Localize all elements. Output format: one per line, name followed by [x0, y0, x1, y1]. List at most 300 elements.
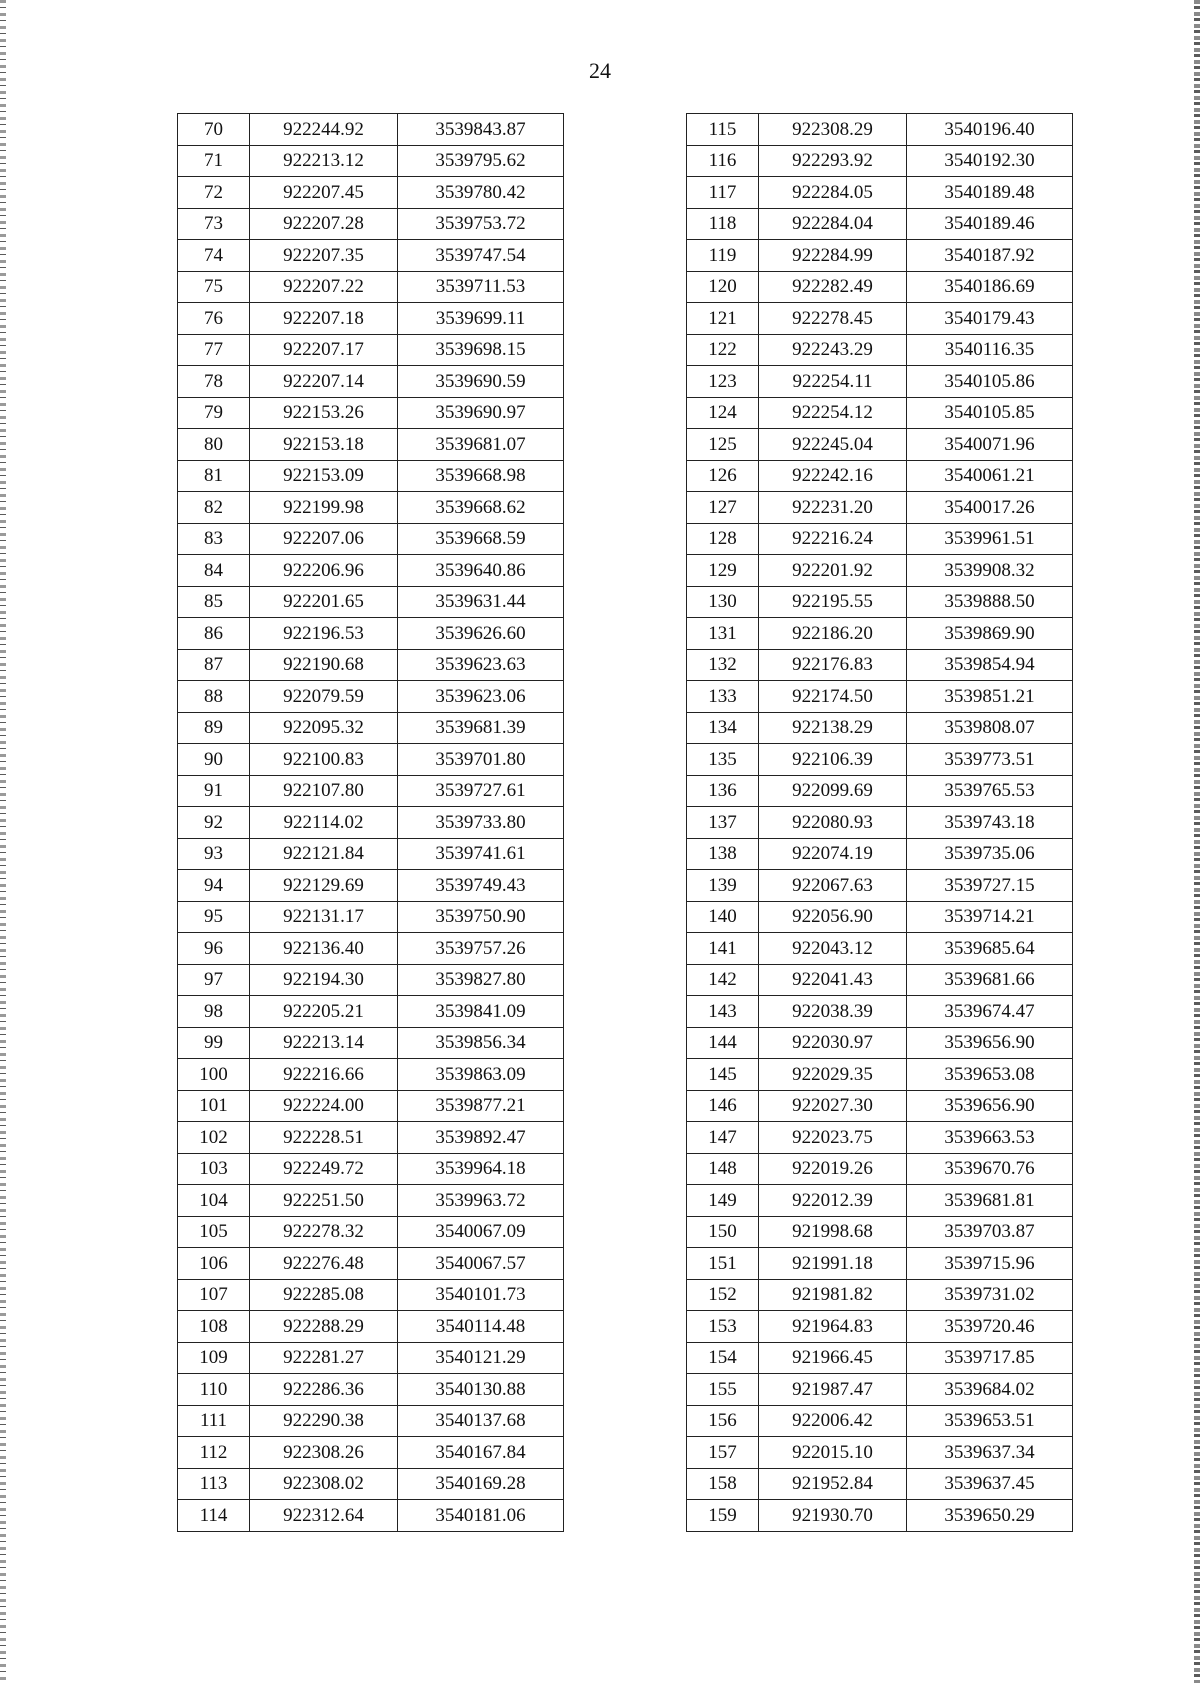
- y-coordinate-cell: 3539653.51: [907, 1405, 1073, 1437]
- x-coordinate-cell: 922231.20: [759, 492, 907, 524]
- table-row: [687, 492, 1073, 524]
- y-coordinate-cell: 3539727.61: [398, 775, 564, 807]
- y-coordinate-cell: 3540071.96: [907, 429, 1073, 461]
- point-number-cell: 123: [687, 366, 759, 398]
- x-coordinate-cell: 922285.08: [250, 1279, 398, 1311]
- y-coordinate-cell: 3539877.21: [398, 1090, 564, 1122]
- table-row: [687, 1374, 1073, 1406]
- x-coordinate-cell: 922276.48: [250, 1248, 398, 1280]
- x-coordinate-cell: 922131.17: [250, 901, 398, 933]
- x-coordinate-cell: 922129.69: [250, 870, 398, 902]
- y-coordinate-cell: 3540101.73: [398, 1279, 564, 1311]
- table-row: [178, 1027, 564, 1059]
- y-coordinate-cell: 3539685.64: [907, 933, 1073, 965]
- y-coordinate-cell: 3540169.28: [398, 1468, 564, 1500]
- point-number-cell: 84: [178, 555, 250, 587]
- y-coordinate-cell: 3539637.34: [907, 1437, 1073, 1469]
- x-coordinate-cell: 922312.64: [250, 1500, 398, 1532]
- y-coordinate-cell: 3540192.30: [907, 145, 1073, 177]
- point-number-cell: 80: [178, 429, 250, 461]
- point-number-cell: 139: [687, 870, 759, 902]
- table-row: [178, 460, 564, 492]
- x-coordinate-cell: 922196.53: [250, 618, 398, 650]
- y-coordinate-cell: 3539640.86: [398, 555, 564, 587]
- y-coordinate-cell: 3539741.61: [398, 838, 564, 870]
- y-coordinate-cell: 3540114.48: [398, 1311, 564, 1343]
- y-coordinate-cell: 3539681.07: [398, 429, 564, 461]
- table-row: [687, 114, 1073, 146]
- y-coordinate-cell: 3539851.21: [907, 681, 1073, 713]
- table-row: [687, 1405, 1073, 1437]
- table-row: [178, 807, 564, 839]
- y-coordinate-cell: 3539690.97: [398, 397, 564, 429]
- table-row: [178, 1090, 564, 1122]
- x-coordinate-cell: 922079.59: [250, 681, 398, 713]
- point-number-cell: 79: [178, 397, 250, 429]
- table-row: [178, 1216, 564, 1248]
- x-coordinate-cell: 922244.92: [250, 114, 398, 146]
- x-coordinate-cell: 922293.92: [759, 145, 907, 177]
- y-coordinate-cell: 3539668.98: [398, 460, 564, 492]
- point-number-cell: 76: [178, 303, 250, 335]
- table-row: [687, 775, 1073, 807]
- table-row: [178, 114, 564, 146]
- x-coordinate-cell: 922206.96: [250, 555, 398, 587]
- y-coordinate-cell: 3539961.51: [907, 523, 1073, 555]
- table-row: [687, 681, 1073, 713]
- point-number-cell: 121: [687, 303, 759, 335]
- point-number-cell: 81: [178, 460, 250, 492]
- y-coordinate-cell: 3539715.96: [907, 1248, 1073, 1280]
- table-row: [687, 1090, 1073, 1122]
- point-number-cell: 113: [178, 1468, 250, 1500]
- y-coordinate-cell: 3539717.85: [907, 1342, 1073, 1374]
- table-row: [687, 838, 1073, 870]
- point-number-cell: 157: [687, 1437, 759, 1469]
- y-coordinate-cell: 3540167.84: [398, 1437, 564, 1469]
- x-coordinate-cell: 922012.39: [759, 1185, 907, 1217]
- table-row: [687, 1216, 1073, 1248]
- y-coordinate-cell: 3539808.07: [907, 712, 1073, 744]
- table-row: [178, 397, 564, 429]
- y-coordinate-cell: 3539653.08: [907, 1059, 1073, 1091]
- point-number-cell: 140: [687, 901, 759, 933]
- point-number-cell: 104: [178, 1185, 250, 1217]
- table-row: [178, 492, 564, 524]
- table-row: [178, 1500, 564, 1532]
- table-row: [178, 775, 564, 807]
- y-coordinate-cell: 3539699.11: [398, 303, 564, 335]
- point-number-cell: 109: [178, 1342, 250, 1374]
- point-number-cell: 101: [178, 1090, 250, 1122]
- point-number-cell: 125: [687, 429, 759, 461]
- y-coordinate-cell: 3539731.02: [907, 1279, 1073, 1311]
- x-coordinate-cell: 922194.30: [250, 964, 398, 996]
- y-coordinate-cell: 3540130.88: [398, 1374, 564, 1406]
- x-coordinate-cell: 922251.50: [250, 1185, 398, 1217]
- x-coordinate-cell: 922243.29: [759, 334, 907, 366]
- y-coordinate-cell: 3540196.40: [907, 114, 1073, 146]
- point-number-cell: 143: [687, 996, 759, 1028]
- x-coordinate-cell: 922201.92: [759, 555, 907, 587]
- table-row: [687, 964, 1073, 996]
- table-row: [687, 1153, 1073, 1185]
- table-row: [687, 933, 1073, 965]
- y-coordinate-cell: 3539711.53: [398, 271, 564, 303]
- x-coordinate-cell: 921964.83: [759, 1311, 907, 1343]
- point-number-cell: 107: [178, 1279, 250, 1311]
- table-row: [687, 586, 1073, 618]
- table-row: [178, 1248, 564, 1280]
- point-number-cell: 77: [178, 334, 250, 366]
- point-number-cell: 141: [687, 933, 759, 965]
- x-coordinate-cell: 922138.29: [759, 712, 907, 744]
- y-coordinate-cell: 3539773.51: [907, 744, 1073, 776]
- scan-edge-left: [0, 0, 6, 1683]
- x-coordinate-cell: 921981.82: [759, 1279, 907, 1311]
- point-number-cell: 85: [178, 586, 250, 618]
- y-coordinate-cell: 3539631.44: [398, 586, 564, 618]
- table-row: [178, 177, 564, 209]
- y-coordinate-cell: 3539753.72: [398, 208, 564, 240]
- table-row: [178, 555, 564, 587]
- y-coordinate-cell: 3540179.43: [907, 303, 1073, 335]
- x-coordinate-cell: 922114.02: [250, 807, 398, 839]
- point-number-cell: 102: [178, 1122, 250, 1154]
- point-number-cell: 83: [178, 523, 250, 555]
- x-coordinate-cell: 922278.45: [759, 303, 907, 335]
- x-coordinate-cell: 922224.00: [250, 1090, 398, 1122]
- y-coordinate-cell: 3539681.39: [398, 712, 564, 744]
- x-coordinate-cell: 922286.36: [250, 1374, 398, 1406]
- table-row: [178, 681, 564, 713]
- point-number-cell: 116: [687, 145, 759, 177]
- x-coordinate-cell: 922056.90: [759, 901, 907, 933]
- point-number-cell: 71: [178, 145, 250, 177]
- x-coordinate-cell: 922281.27: [250, 1342, 398, 1374]
- point-number-cell: 151: [687, 1248, 759, 1280]
- table-row: [687, 1437, 1073, 1469]
- y-coordinate-cell: 3540067.09: [398, 1216, 564, 1248]
- table-row: [687, 397, 1073, 429]
- x-coordinate-cell: 922207.22: [250, 271, 398, 303]
- point-number-cell: 98: [178, 996, 250, 1028]
- y-coordinate-cell: 3540187.92: [907, 240, 1073, 272]
- point-number-cell: 144: [687, 1027, 759, 1059]
- x-coordinate-cell: 922242.16: [759, 460, 907, 492]
- x-coordinate-cell: 922190.68: [250, 649, 398, 681]
- x-coordinate-cell: 922099.69: [759, 775, 907, 807]
- point-number-cell: 91: [178, 775, 250, 807]
- x-coordinate-cell: 922308.26: [250, 1437, 398, 1469]
- table-row: [687, 145, 1073, 177]
- point-number-cell: 74: [178, 240, 250, 272]
- point-number-cell: 92: [178, 807, 250, 839]
- table-row: [178, 1405, 564, 1437]
- x-coordinate-cell: 922308.02: [250, 1468, 398, 1500]
- y-coordinate-cell: 3539888.50: [907, 586, 1073, 618]
- x-coordinate-cell: 922038.39: [759, 996, 907, 1028]
- scan-edge-right: [1194, 0, 1200, 1683]
- x-coordinate-cell: 922216.66: [250, 1059, 398, 1091]
- y-coordinate-cell: 3539843.87: [398, 114, 564, 146]
- table-row: [687, 1122, 1073, 1154]
- table-row: [687, 555, 1073, 587]
- table-row: [687, 240, 1073, 272]
- x-coordinate-cell: 922284.05: [759, 177, 907, 209]
- y-coordinate-cell: 3539703.87: [907, 1216, 1073, 1248]
- point-number-cell: 158: [687, 1468, 759, 1500]
- x-coordinate-cell: 922207.06: [250, 523, 398, 555]
- x-coordinate-cell: 922249.72: [250, 1153, 398, 1185]
- table-row: [178, 586, 564, 618]
- y-coordinate-cell: 3539892.47: [398, 1122, 564, 1154]
- point-number-cell: 133: [687, 681, 759, 713]
- x-coordinate-cell: 922080.93: [759, 807, 907, 839]
- y-coordinate-cell: 3539684.02: [907, 1374, 1073, 1406]
- point-number-cell: 128: [687, 523, 759, 555]
- table-row: [687, 649, 1073, 681]
- x-coordinate-cell: 922100.83: [250, 744, 398, 776]
- table-row: [178, 838, 564, 870]
- x-coordinate-cell: 921966.45: [759, 1342, 907, 1374]
- point-number-cell: 89: [178, 712, 250, 744]
- x-coordinate-cell: 922095.32: [250, 712, 398, 744]
- y-coordinate-cell: 3540181.06: [398, 1500, 564, 1532]
- x-coordinate-cell: 922254.12: [759, 397, 907, 429]
- point-number-cell: 106: [178, 1248, 250, 1280]
- point-number-cell: 97: [178, 964, 250, 996]
- x-coordinate-cell: 922006.42: [759, 1405, 907, 1437]
- y-coordinate-cell: 3539863.09: [398, 1059, 564, 1091]
- x-coordinate-cell: 922207.18: [250, 303, 398, 335]
- point-number-cell: 112: [178, 1437, 250, 1469]
- y-coordinate-cell: 3540189.48: [907, 177, 1073, 209]
- point-number-cell: 126: [687, 460, 759, 492]
- point-number-cell: 159: [687, 1500, 759, 1532]
- table-row: [687, 870, 1073, 902]
- table-row: [687, 177, 1073, 209]
- x-coordinate-cell: 921930.70: [759, 1500, 907, 1532]
- x-coordinate-cell: 922284.04: [759, 208, 907, 240]
- y-coordinate-cell: 3540061.21: [907, 460, 1073, 492]
- x-coordinate-cell: 922195.55: [759, 586, 907, 618]
- point-number-cell: 114: [178, 1500, 250, 1532]
- x-coordinate-cell: 922067.63: [759, 870, 907, 902]
- y-coordinate-cell: 3539714.21: [907, 901, 1073, 933]
- point-number-cell: 131: [687, 618, 759, 650]
- point-number-cell: 120: [687, 271, 759, 303]
- x-coordinate-cell: 922216.24: [759, 523, 907, 555]
- y-coordinate-cell: 3539670.76: [907, 1153, 1073, 1185]
- x-coordinate-cell: 922153.18: [250, 429, 398, 461]
- point-number-cell: 110: [178, 1374, 250, 1406]
- y-coordinate-cell: 3539856.34: [398, 1027, 564, 1059]
- point-number-cell: 135: [687, 744, 759, 776]
- y-coordinate-cell: 3539668.59: [398, 523, 564, 555]
- point-number-cell: 138: [687, 838, 759, 870]
- y-coordinate-cell: 3539747.54: [398, 240, 564, 272]
- table-row: [687, 429, 1073, 461]
- y-coordinate-cell: 3539690.59: [398, 366, 564, 398]
- point-number-cell: 93: [178, 838, 250, 870]
- x-coordinate-cell: 922019.26: [759, 1153, 907, 1185]
- table-row: [178, 1122, 564, 1154]
- point-number-cell: 115: [687, 114, 759, 146]
- y-coordinate-cell: 3539698.15: [398, 334, 564, 366]
- table-row: [687, 1311, 1073, 1343]
- x-coordinate-cell: 922207.35: [250, 240, 398, 272]
- table-row: [687, 744, 1073, 776]
- table-row: [178, 901, 564, 933]
- x-coordinate-cell: 921991.18: [759, 1248, 907, 1280]
- x-coordinate-cell: 922027.30: [759, 1090, 907, 1122]
- table-row: [687, 271, 1073, 303]
- y-coordinate-cell: 3540137.68: [398, 1405, 564, 1437]
- table-row: [687, 1185, 1073, 1217]
- table-row: [687, 1059, 1073, 1091]
- x-coordinate-cell: 922041.43: [759, 964, 907, 996]
- x-coordinate-cell: 922023.75: [759, 1122, 907, 1154]
- table-row: [178, 618, 564, 650]
- x-coordinate-cell: 922186.20: [759, 618, 907, 650]
- point-number-cell: 96: [178, 933, 250, 965]
- point-number-cell: 73: [178, 208, 250, 240]
- table-row: [687, 303, 1073, 335]
- y-coordinate-cell: 3540121.29: [398, 1342, 564, 1374]
- y-coordinate-cell: 3539743.18: [907, 807, 1073, 839]
- x-coordinate-cell: 922153.26: [250, 397, 398, 429]
- point-number-cell: 145: [687, 1059, 759, 1091]
- point-number-cell: 87: [178, 649, 250, 681]
- point-number-cell: 70: [178, 114, 250, 146]
- x-coordinate-cell: 922254.11: [759, 366, 907, 398]
- y-coordinate-cell: 3539795.62: [398, 145, 564, 177]
- y-coordinate-cell: 3539727.15: [907, 870, 1073, 902]
- x-coordinate-cell: 922074.19: [759, 838, 907, 870]
- point-number-cell: 152: [687, 1279, 759, 1311]
- table-row: [178, 1279, 564, 1311]
- table-row: [178, 1342, 564, 1374]
- x-coordinate-cell: 922278.32: [250, 1216, 398, 1248]
- x-coordinate-cell: 922107.80: [250, 775, 398, 807]
- table-row: [687, 1500, 1073, 1532]
- y-coordinate-cell: 3539663.53: [907, 1122, 1073, 1154]
- y-coordinate-cell: 3540017.26: [907, 492, 1073, 524]
- table-row: [687, 807, 1073, 839]
- y-coordinate-cell: 3539765.53: [907, 775, 1073, 807]
- x-coordinate-cell: 922205.21: [250, 996, 398, 1028]
- y-coordinate-cell: 3539780.42: [398, 177, 564, 209]
- table-row: [687, 1342, 1073, 1374]
- point-number-cell: 72: [178, 177, 250, 209]
- table-row: [687, 1248, 1073, 1280]
- table-row: [687, 334, 1073, 366]
- y-coordinate-cell: 3539674.47: [907, 996, 1073, 1028]
- point-number-cell: 147: [687, 1122, 759, 1154]
- x-coordinate-cell: 922207.14: [250, 366, 398, 398]
- point-number-cell: 103: [178, 1153, 250, 1185]
- table-row: [687, 208, 1073, 240]
- x-coordinate-cell: 922015.10: [759, 1437, 907, 1469]
- table-row: [687, 1027, 1073, 1059]
- table-row: [178, 1311, 564, 1343]
- point-number-cell: 86: [178, 618, 250, 650]
- y-coordinate-cell: 3540189.46: [907, 208, 1073, 240]
- point-number-cell: 132: [687, 649, 759, 681]
- point-number-cell: 122: [687, 334, 759, 366]
- y-coordinate-cell: 3539701.80: [398, 744, 564, 776]
- table-row: [687, 712, 1073, 744]
- y-coordinate-cell: 3540186.69: [907, 271, 1073, 303]
- x-coordinate-cell: 922288.29: [250, 1311, 398, 1343]
- x-coordinate-cell: 921998.68: [759, 1216, 907, 1248]
- table-row: [687, 1279, 1073, 1311]
- point-number-cell: 99: [178, 1027, 250, 1059]
- x-coordinate-cell: 922043.12: [759, 933, 907, 965]
- x-coordinate-cell: 922121.84: [250, 838, 398, 870]
- point-number-cell: 105: [178, 1216, 250, 1248]
- table-row: [178, 145, 564, 177]
- x-coordinate-cell: 922245.04: [759, 429, 907, 461]
- table-row: [178, 334, 564, 366]
- y-coordinate-cell: 3539757.26: [398, 933, 564, 965]
- y-coordinate-cell: 3539963.72: [398, 1185, 564, 1217]
- point-number-cell: 149: [687, 1185, 759, 1217]
- table-row: [687, 618, 1073, 650]
- table-row: [178, 744, 564, 776]
- table-row: [687, 996, 1073, 1028]
- point-number-cell: 75: [178, 271, 250, 303]
- x-coordinate-cell: 921987.47: [759, 1374, 907, 1406]
- table-row: [687, 366, 1073, 398]
- page-number: 24: [589, 58, 611, 83]
- point-number-cell: 156: [687, 1405, 759, 1437]
- point-number-cell: 153: [687, 1311, 759, 1343]
- y-coordinate-cell: 3539656.90: [907, 1090, 1073, 1122]
- y-coordinate-cell: 3539733.80: [398, 807, 564, 839]
- x-coordinate-cell: 922282.49: [759, 271, 907, 303]
- table-row: [178, 933, 564, 965]
- y-coordinate-cell: 3539623.06: [398, 681, 564, 713]
- table-row: [178, 964, 564, 996]
- point-number-cell: 117: [687, 177, 759, 209]
- y-coordinate-cell: 3539735.06: [907, 838, 1073, 870]
- x-coordinate-cell: 922207.28: [250, 208, 398, 240]
- table-row: [178, 996, 564, 1028]
- y-coordinate-cell: 3539626.60: [398, 618, 564, 650]
- point-number-cell: 118: [687, 208, 759, 240]
- table-row: [178, 1185, 564, 1217]
- point-number-cell: 108: [178, 1311, 250, 1343]
- y-coordinate-cell: 3540105.86: [907, 366, 1073, 398]
- point-number-cell: 78: [178, 366, 250, 398]
- point-number-cell: 146: [687, 1090, 759, 1122]
- table-row: [178, 429, 564, 461]
- table-row: [687, 523, 1073, 555]
- point-number-cell: 127: [687, 492, 759, 524]
- x-coordinate-cell: 922029.35: [759, 1059, 907, 1091]
- y-coordinate-cell: 3539681.81: [907, 1185, 1073, 1217]
- x-coordinate-cell: 922308.29: [759, 114, 907, 146]
- x-coordinate-cell: 922174.50: [759, 681, 907, 713]
- y-coordinate-cell: 3539720.46: [907, 1311, 1073, 1343]
- x-coordinate-cell: 922213.12: [250, 145, 398, 177]
- point-number-cell: 150: [687, 1216, 759, 1248]
- point-number-cell: 129: [687, 555, 759, 587]
- y-coordinate-cell: 3539750.90: [398, 901, 564, 933]
- y-coordinate-cell: 3539854.94: [907, 649, 1073, 681]
